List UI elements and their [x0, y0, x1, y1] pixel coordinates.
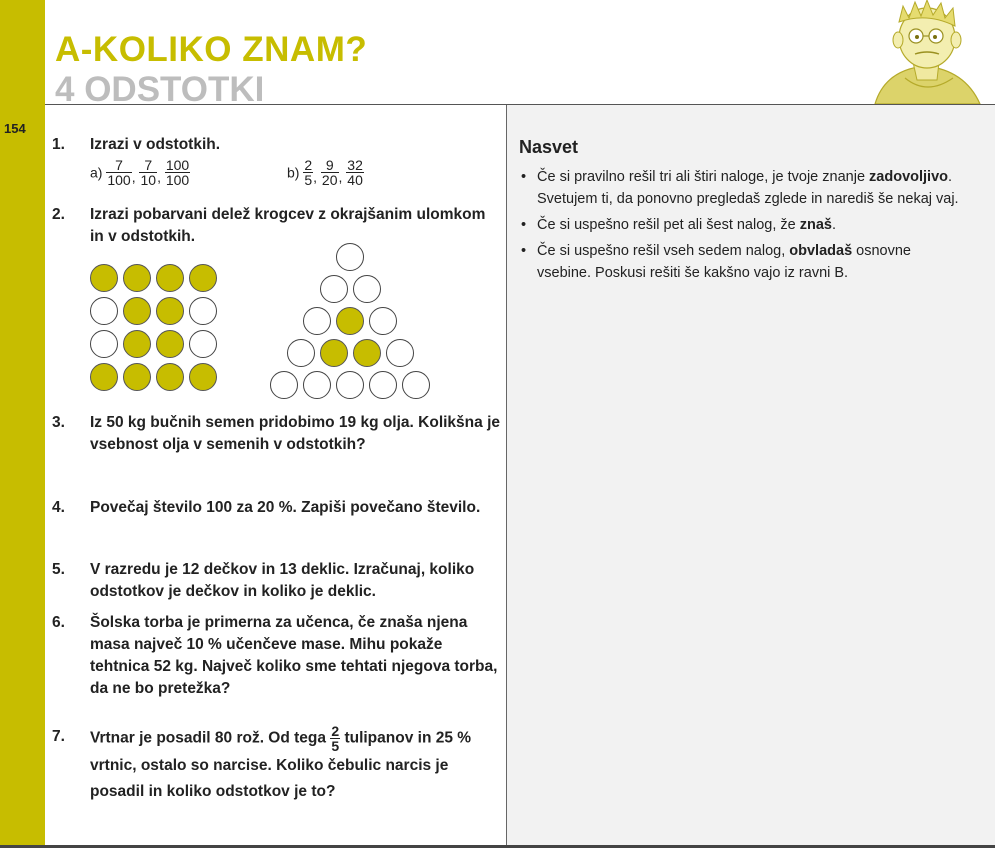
- advice-title: Nasvet: [519, 137, 579, 157]
- task-number: 3.: [52, 414, 65, 431]
- empty-circle: [303, 307, 331, 335]
- advice-item: • Če si pravilno rešil tri ali štiri naloge, je tvoje znanje zadovoljivo. Svetujem ti, da ponovno pregledaš zglede in narediš še nekaj vaj.: [519, 166, 959, 210]
- filled-circle: [353, 339, 381, 367]
- bullet-icon: •: [521, 169, 527, 185]
- fraction: $\frac{7}{100}$: [107, 157, 131, 188]
- fraction: $\frac{32}{40}$: [347, 157, 363, 188]
- filled-circle: [189, 363, 217, 391]
- empty-circle: [369, 307, 397, 335]
- task-3: [52, 412, 502, 456]
- empty-circle: [189, 297, 217, 325]
- empty-circle: [189, 330, 217, 358]
- filled-circle: [336, 307, 364, 335]
- task-1a-fractions: a) $\frac{7}{100}$ , $\frac{7}{10}$ , $\frac{100}{100}$: [90, 157, 190, 188]
- empty-circle: [270, 371, 298, 399]
- task-number: 1.: [52, 136, 65, 153]
- task-1a-label: a): [90, 164, 103, 181]
- task-number: 2.: [52, 206, 65, 223]
- empty-circle: [353, 275, 381, 303]
- task-text: Izrazi v odstotkih.: [90, 136, 221, 153]
- empty-circle: [287, 339, 315, 367]
- task-number: 6.: [52, 614, 65, 631]
- task-number: 7.: [52, 728, 65, 745]
- task-1: [52, 134, 502, 156]
- page-number: 154: [4, 121, 26, 136]
- advice-item: • Če si uspešno rešil pet ali šest nalog, že znaš.: [519, 214, 959, 236]
- fraction: $\frac{100}{100}$: [165, 157, 190, 188]
- fraction: $\frac{7}{10}$: [140, 157, 157, 188]
- filled-circle: [123, 363, 151, 391]
- advice-list: [519, 166, 959, 288]
- page-title: A-KOLIKO ZNAM?: [55, 30, 368, 69]
- task-1b-fractions: b) $\frac{2}{5}$ , $\frac{9}{20}$ , $\frac{32}{40}$: [287, 157, 363, 188]
- filled-circle: [90, 363, 118, 391]
- task-6: [52, 612, 502, 700]
- filled-circle: [90, 264, 118, 292]
- empty-circle: [336, 371, 364, 399]
- task-4: [52, 497, 502, 519]
- empty-circle: [369, 371, 397, 399]
- empty-circle: [336, 243, 364, 271]
- task-1b-label: b): [287, 164, 300, 181]
- empty-circle: [90, 330, 118, 358]
- task-text: V razredu je 12 dečkov in 13 deklic. Izračunaj, koliko odstotkov je dečkov in koliko je deklic.: [90, 561, 475, 600]
- task-number: 5.: [52, 561, 65, 578]
- filled-circle: [123, 330, 151, 358]
- empty-circle: [303, 371, 331, 399]
- filled-circle: [156, 363, 184, 391]
- filled-circle: [320, 339, 348, 367]
- cartoon-boy-illustration: [865, 0, 990, 104]
- fraction: $\frac{2}{5}$: [304, 157, 313, 188]
- task-text: Izrazi pobarvani delež krogcev z okrajšanim ulomkom in v odstotkih.: [90, 206, 486, 245]
- filled-circle: [123, 297, 151, 325]
- bullet-icon: •: [521, 243, 527, 259]
- filled-circle: [189, 264, 217, 292]
- task-number: 4.: [52, 499, 65, 516]
- task-text: tulipanov in 25 % vrtnic, ostalo so narcise. Koliko čebulic narcis je posadil in koliko odstotkov je to?: [90, 729, 472, 800]
- column-divider: [506, 105, 507, 848]
- fraction: $\frac{2}{5}$: [331, 723, 340, 754]
- empty-circle: [90, 297, 118, 325]
- task-7: [52, 724, 502, 805]
- empty-circle: [320, 275, 348, 303]
- fraction: $\frac{9}{20}$: [321, 157, 338, 188]
- task-2: [52, 204, 502, 248]
- task-text: Povečaj število 100 za 20 %. Zapiši povečano število.: [90, 499, 481, 516]
- task-5: [52, 559, 502, 603]
- filled-circle: [156, 264, 184, 292]
- task-text: Šolska torba je primerna za učenca, če znaša njena masa največ 10 % učenčeve mase. Mihu pokaže tehtnica 52 kg. Največ koliko sme tehtati njegova torba, da ne bo pretežka?: [90, 614, 498, 697]
- task-text: Iz 50 kg bučnih semen pridobimo 19 kg olja. Kolikšna je vsebnost olja v semenih v odstotkih?: [90, 414, 500, 453]
- page-subtitle: 4 ODSTOTKI: [55, 70, 265, 103]
- advice-item: • Če si uspešno rešil vseh sedem nalog, obvladaš osnovne vsebine. Poskusi rešiti še kakšno vajo iz ravni B.: [519, 240, 959, 284]
- filled-circle: [123, 264, 151, 292]
- task-text: Vrtnar je posadil 80 rož. Od tega: [90, 729, 327, 747]
- empty-circle: [386, 339, 414, 367]
- empty-circle: [402, 371, 430, 399]
- bullet-icon: •: [521, 217, 527, 233]
- filled-circle: [156, 297, 184, 325]
- filled-circle: [156, 330, 184, 358]
